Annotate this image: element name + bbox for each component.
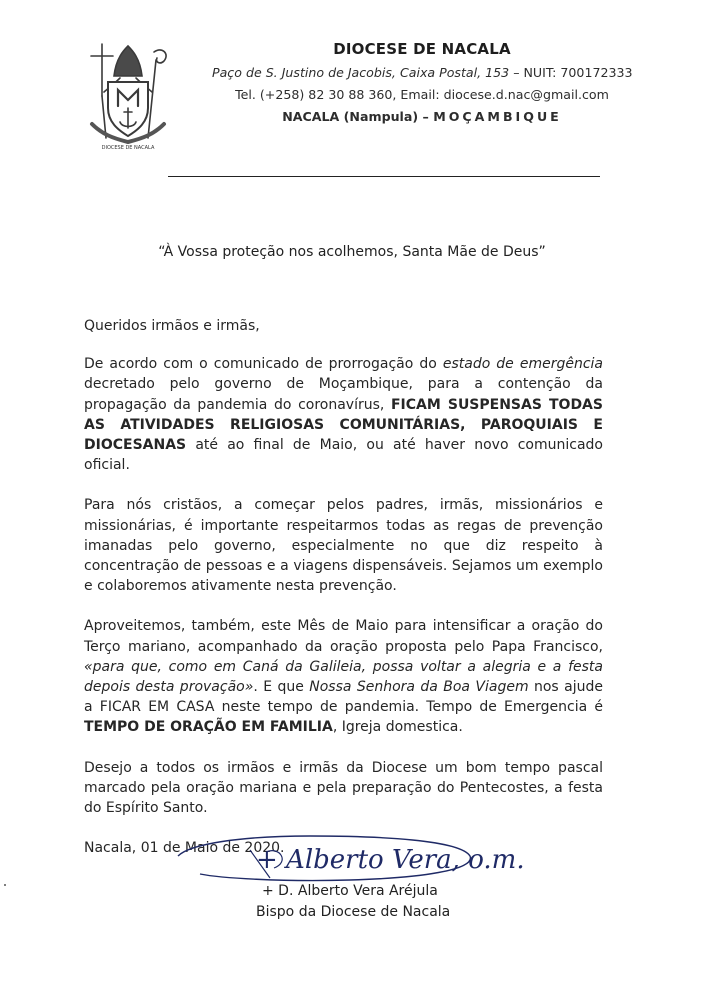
signatory-name: + D. Alberto Vera Aréjula [262,883,438,899]
greeting: Queridos irmãos e irmãs, [84,318,260,334]
letter-body [84,316,603,878]
address-line [212,62,632,84]
p3-prayer-time: TEMPO DE ORAÇÃO EM FAMILIA [84,719,333,736]
crest-lettering: DIOCESE DE NACALA [101,145,155,151]
diocese-crest-logo [82,38,172,150]
p3-text-e: nos ajude a FICAR EM CASA neste tempo de pandemia. Tempo de Emergencia é [84,679,603,716]
signatory-role: Bispo da Diocese de Nacala [256,904,451,920]
p3-text-c: . E que [253,679,310,696]
p3-our-lady: Nossa Senhora da Boa Viagem [309,679,529,696]
paragraph-prayer [84,616,603,737]
scan-speck [4,884,6,886]
p3-text-a: Aproveitemos, também, este Mês de Maio para intensificar a oração do Terço mariano, acompanhado da oração proposta pelo Papa Francisco, [84,618,603,655]
p1-text-a: De acordo com o comunicado de prorrogação do [84,356,443,373]
city-line [212,106,632,128]
dateline: Nacala, 01 de Maio de 2020. [84,840,285,857]
p1-text-e: até ao final de Maio, ou até haver novo comunicado oficial. [84,437,603,474]
city-name: NACALA (Nampula) – [282,109,434,124]
p1-emergency-term: estado de emergência [442,356,603,373]
p3-pope-quote: «para que, como em Caná da Galileia, possa voltar a alegria e a festa depois desta provação» [84,658,603,696]
address-separator: – [509,65,524,80]
address-text: Paço de S. Justino de Jacobis, Caixa Postal, 153 [212,65,510,80]
letterhead [212,40,632,128]
org-name: DIOCESE DE NACALA [333,40,511,58]
p3-text-g: , Igreja domestica. [332,719,463,736]
country-name: MOÇAMBIQUE [433,109,562,124]
p1-text-c: decretado pelo governo de Moçambique, para a contenção da propagação da pandemia do coronavírus, [84,376,603,413]
signature-script: + Alberto Vera, o.m. [256,845,525,875]
motto: “À Vossa proteção nos acolhemos, Santa Mãe de Deus” [158,244,546,260]
paragraph-wishes: Desejo a todos os irmãos e irmãs da Diocese um bom tempo pascal marcado pela oração mariana e pela preparação do Pentecostes, a festa do Espírito Santo. [84,759,603,817]
p1-suspension-notice: FICAM SUSPENSAS TODAS AS ATIVIDADES RELIGIOSAS COMUNITÁRIAS, PAROQUIAIS E DIOCESANAS [84,396,603,454]
header-divider [168,176,600,177]
paragraph-prevention: Para nós cristãos, a começar pelos padres, irmãs, missionários e missionárias, é importante respeitarmos todas as regas de prevenção imanadas pelo governo, especialmente no que diz respeito à concentração de pessoas e a viagens dispensáveis. Sejamos um exemplo e colaboremos ativamente nesta prevenção. [84,497,603,595]
nuit-number: NUIT: 700172333 [523,65,633,80]
paragraph-suspension [84,354,603,475]
contact-line: Tel. (+258) 82 30 88 360, Email: diocese.d.nac@gmail.com [235,87,609,102]
